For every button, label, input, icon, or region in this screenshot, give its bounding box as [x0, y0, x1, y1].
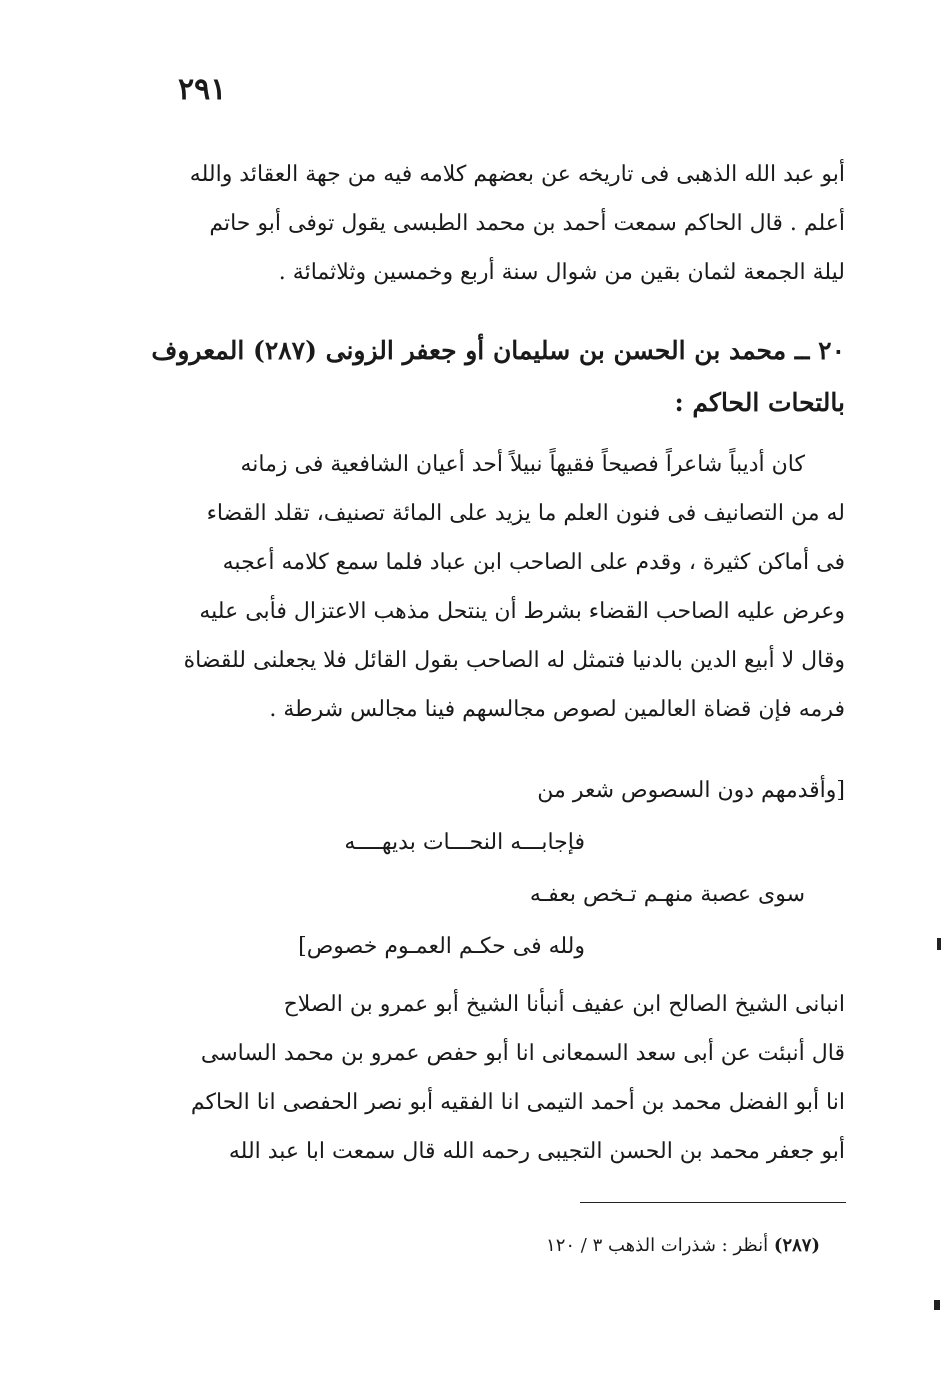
paragraph-intro	[175, 150, 845, 297]
text-line: وعرض عليه الصاحب القضاء بشرط أن ينتحل مذهب الاعتزال فأبى عليه	[199, 599, 845, 624]
text-line: فى أماكن كثيرة ، وقدم على الصاحب ابن عباد فلما سمع كلامه أعجبه	[222, 550, 845, 575]
text-line: كان أديباً شاعراً فصيحاً فقيهاً نبيلاً أحد أعيان الشافعية فى زمانه	[240, 452, 805, 477]
poem-verse: سوى عصبة منهـم تـخص بعفـه	[529, 882, 805, 907]
footnote	[546, 1235, 820, 1256]
poem-verse: [وأقدمهم دون السصوص شعر من	[537, 778, 845, 803]
poem-verse: فإجابـــه النحـــات بديهــــه	[344, 830, 585, 855]
paragraph-isnad	[175, 980, 845, 1176]
paragraph-biography	[175, 440, 845, 734]
text-line: أبو جعفر محمد بن الحسن التجيبى رحمه الله قال سمعت ابا عبد الله	[228, 1139, 845, 1164]
text-line: أبو عبد الله الذهبى فى تاريخه عن بعضهم كلامه فيه من جهة العقائد والله	[189, 162, 845, 187]
poem-verse: ولله فى حكـم العمـوم خصوص]	[298, 934, 585, 959]
text-line: انبانى الشيخ الصالح ابن عفيف أنبأنا الشيخ أبو عمرو بن الصلاح	[283, 992, 845, 1017]
text-line: له من التصانيف فى فنون العلم ما يزيد على المائة تصنيف، تقلد القضاء	[206, 501, 845, 526]
footnote-text: أنظر : شذرات الذهب ٣ / ١٢٠	[546, 1235, 769, 1256]
text-line: انا أبو الفضل محمد بن أحمد التيمى انا الفقيه أبو نصر الحفصى انا الحاكم	[190, 1090, 845, 1115]
text-line: وقال لا أبيع الدين بالدنيا فتمثل له الصاحب بقول القائل فلا يجعلنى للقضاة	[183, 648, 845, 673]
poem-block	[170, 765, 845, 973]
text-line: قال أنبئت عن أبى سعد السمعانى انا أبو حفص عمرو بن محمد الساسى	[200, 1041, 845, 1066]
page-number: ٢٩١	[178, 72, 227, 107]
footnote-number: (٢٨٧)	[773, 1235, 820, 1256]
heading-line: بالتحات الحاكم :	[674, 388, 845, 417]
scan-edge-mark	[934, 1300, 940, 1310]
heading-line: ٢٠ ــ محمد بن الحسن بن سليمان أو جعفر الزونى (٢٨٧) المعروف	[151, 336, 845, 365]
entry-heading	[151, 325, 845, 429]
scan-edge-mark	[937, 938, 941, 950]
text-line: فرمه فإن قضاة العالمين لصوص مجالسهم فينا مجالس شرطة .	[269, 697, 845, 722]
text-line: أعلم . قال الحاكم سمعت أحمد بن محمد الطبسى يقول توفى أبو حاتم	[209, 211, 845, 236]
text-line: ليلة الجمعة لثمان بقين من شوال سنة أربع وخمسين وثلاثمائة .	[278, 260, 845, 285]
footnote-divider	[580, 1202, 846, 1203]
